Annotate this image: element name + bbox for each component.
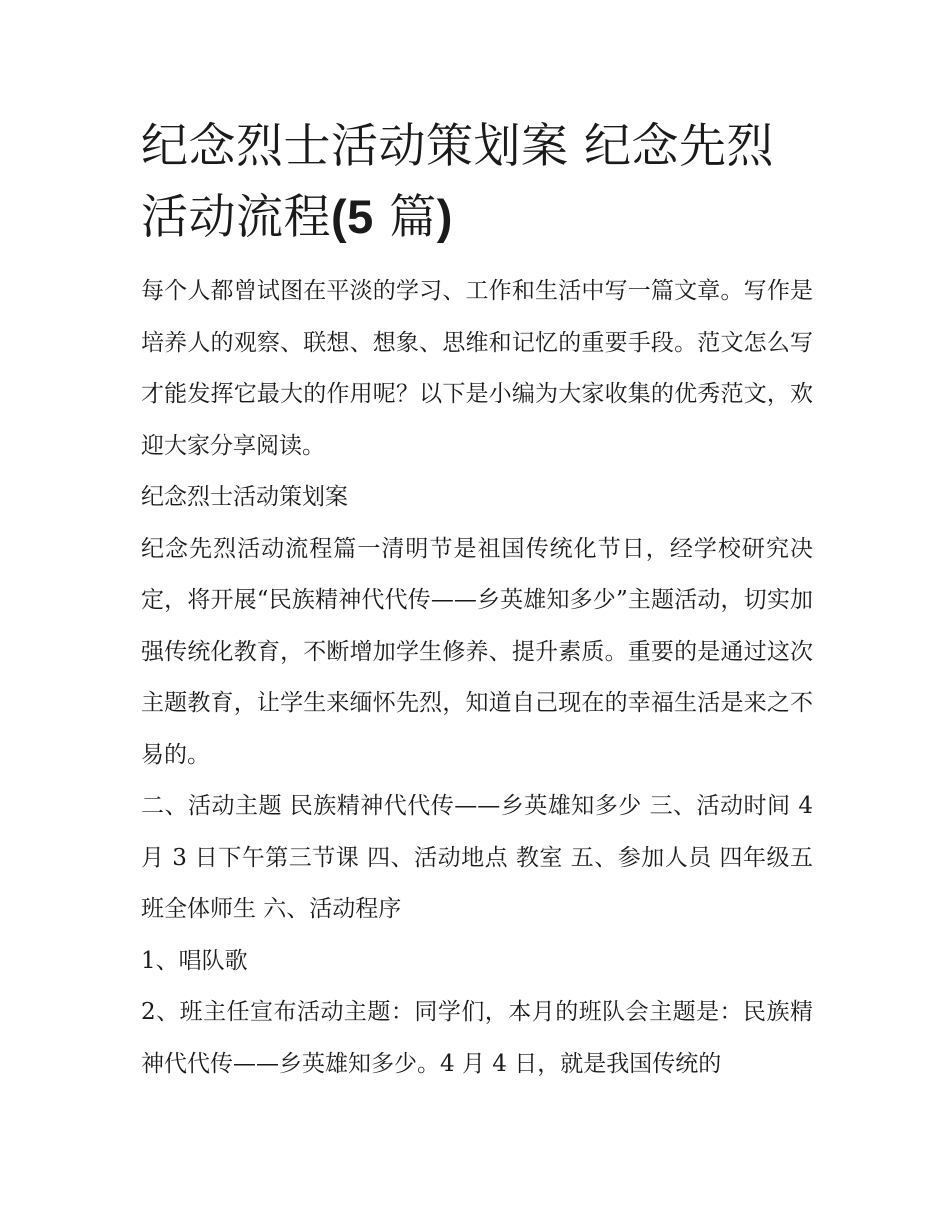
- section-heading: 纪念烈士活动策划案: [141, 484, 348, 510]
- procedure-step-1: 1、唱队歌: [141, 947, 248, 974]
- title-line-2-prefix: 活动流程: [141, 190, 331, 245]
- procedure-step-2: 2、班主任宣布活动主题：同学们，本月的班队会主题是：民族精神代代传——乡英雄知多少。4 月 4 日，就是我国传统的: [141, 999, 813, 1077]
- title-line-1: 纪念烈士活动策划案 纪念先烈: [141, 119, 774, 174]
- activity-details-paragraph: 二、活动主题 民族精神代代传——乡英雄知多少 三、活动时间 4 月 3 日下午第三节课 四、活动地点 教室 五、参加人员 四年级五班全体师生 六、活动程序: [141, 793, 813, 922]
- intro-paragraph: 每个人都曾试图在平淡的学习、工作和生活中写一篇文章。写作是培养人的观察、联想、想象、思维和记忆的重要手段。范文怎么写才能发挥它最大的作用呢？以下是小编为大家收集的优秀范文，欢迎大家分享阅读。: [141, 278, 813, 459]
- title-count-open: (5: [331, 190, 374, 243]
- title-count-unit: 篇: [373, 190, 437, 245]
- title-count-close: ): [436, 190, 453, 243]
- document-title: [141, 112, 813, 253]
- body-paragraph: 纪念先烈活动流程篇一清明节是祖国传统化节日，经学校研究决定，将开展“民族精神代代传——乡英雄知多少”主题活动，切实加强传统化教育，不断增加学生修养、提升素质。重要的是通过这次主题教育，让学生来缅怀先烈，知道自己现在的幸福生活是来之不易的。: [141, 535, 813, 768]
- document-page: [141, 112, 813, 1090]
